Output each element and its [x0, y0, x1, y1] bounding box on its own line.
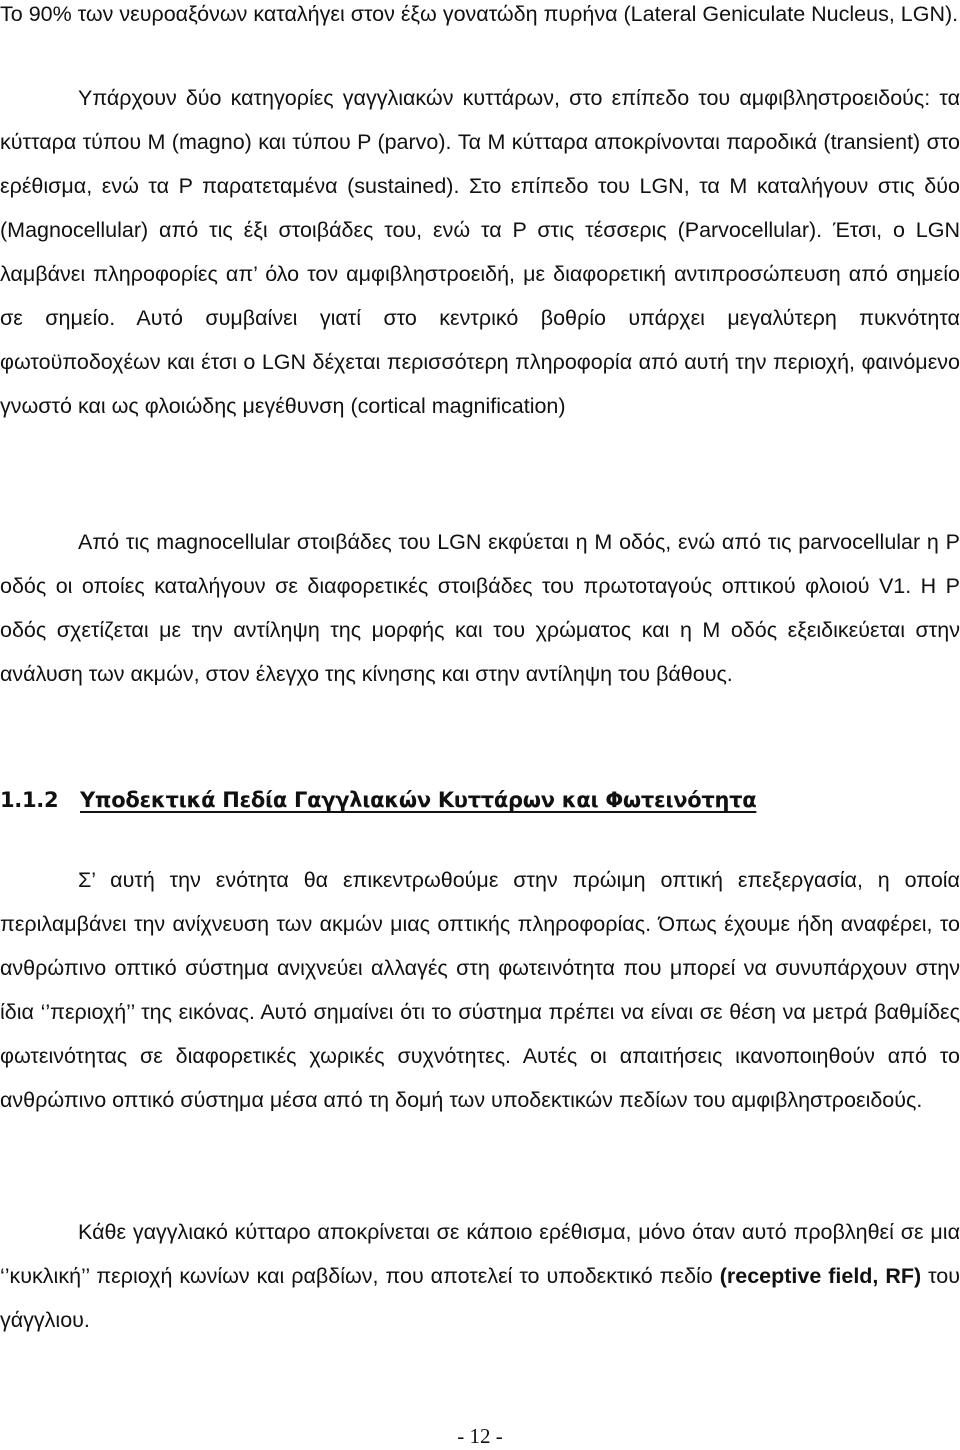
receptive-field-text-end: του γάγγλιου.: [0, 1264, 960, 1332]
page-number: - 12 -: [457, 1424, 503, 1448]
receptive-field-text-start: Κάθε γαγγλιακό κύτταρο αποκρίνεται σε κάποιο ερέθισμα, μόνο όταν αυτό προβληθεί σε μια ‘’κυκλική’’ περιοχή κωνίων και ραβδίων, που αποτελεί το υποδεκτικό πεδίο: [0, 1220, 960, 1288]
paragraph-pathways: Από τις magnocellular στοιβάδες του LGN εκφύεται η Μ οδός, ενώ από τις parvocellular η P οδός οι οποίες καταλήγουν σε διαφορετικές στοιβάδες του πρωτοταγούς οπτικού φλοιού V1. Η P οδός σχετίζεται με την αντίληψη της μορφής και του χρώματος και η Μ οδός εξειδικεύεται στην ανάλυση των ακμών, στον έλεγχο της κίνησης και στην αντίληψη του βάθους.: [0, 530, 960, 686]
paragraph-early-processing: Σ’ αυτή την ενότητα θα επικεντρωθούμε στην πρώιμη οπτική επεξεργασία, η οποία περιλαμβάνει την ανίχνευση των ακμών μιας οπτικής πληροφορίας. Όπως έχουμε ήδη αναφέρει, το ανθρώπινο οπτικό σύστημα ανιχνεύει αλλαγές στη φωτεινότητα που μπορεί να συνυπάρχουν στην ίδια ‘’περιοχή’’ της εικόνας. Αυτό σημαίνει ότι το σύστημα πρέπει να είναι σε θέση να μετρά βαθμίδες φωτεινότητας σε διαφορετικές χωρικές συχνότητες. Αυτές οι απαιτήσεις ικανοποιηθούν από το ανθρώπινο οπτικό σύστημα μέσα από τη δομή των υποδεκτικών πεδίων του αμφιβληστροειδούς.: [0, 868, 960, 1112]
paragraph-lgn-intro: Το 90% των νευροαξόνων καταλήγει στον έξω γονατώδη πυρήνα (Lateral Geniculate Nucleus, LGN).: [0, 2, 959, 26]
paragraph-receptive-field: [0, 1210, 960, 1342]
section-heading: [0, 788, 756, 812]
paragraph-ganglion-types: Υπάρχουν δύο κατηγορίες γαγγλιακών κυττάρων, στο επίπεδο του αμφιβληστροειδούς: τα κύτταρα τύπου Μ (magno) και τύπου P (parvo). Τα Μ κύτταρα αποκρίνονται παροδικά (transient) στο ερέθισμα, ενώ τα P παρατεταμένα (sustained). Στο επίπεδο του LGN, τα M καταλήγουν στις δύο (Magnocellular) από τις έξι στοιβάδες του, ενώ τα P στις τέσσερις (Parvocellular). Έτσι, ο LGN λαμβάνει πληροφορίες απ’ όλο τον αμφιβληστροειδή, με διαφορετική αντιπροσώπευση από σημείο σε σημείο. Αυτό συμβαίνει γιατί στο κεντρικό βοθρίο υπάρχει μεγαλύτερη πυκνότητα φωτοϋποδοχέων και έτσι ο LGN δέχεται περισσότερη πληροφορία από αυτή την περιοχή, φαινόμενο γνωστό και ως φλοιώδης μεγέθυνση (cortical magnification): [0, 86, 960, 418]
section-number: 1.1.2: [0, 788, 59, 812]
section-title: Υποδεκτικά Πεδία Γαγγλιακών Κυττάρων και Φωτεινότητα: [80, 788, 757, 812]
receptive-field-term: (receptive field, RF): [719, 1264, 922, 1288]
